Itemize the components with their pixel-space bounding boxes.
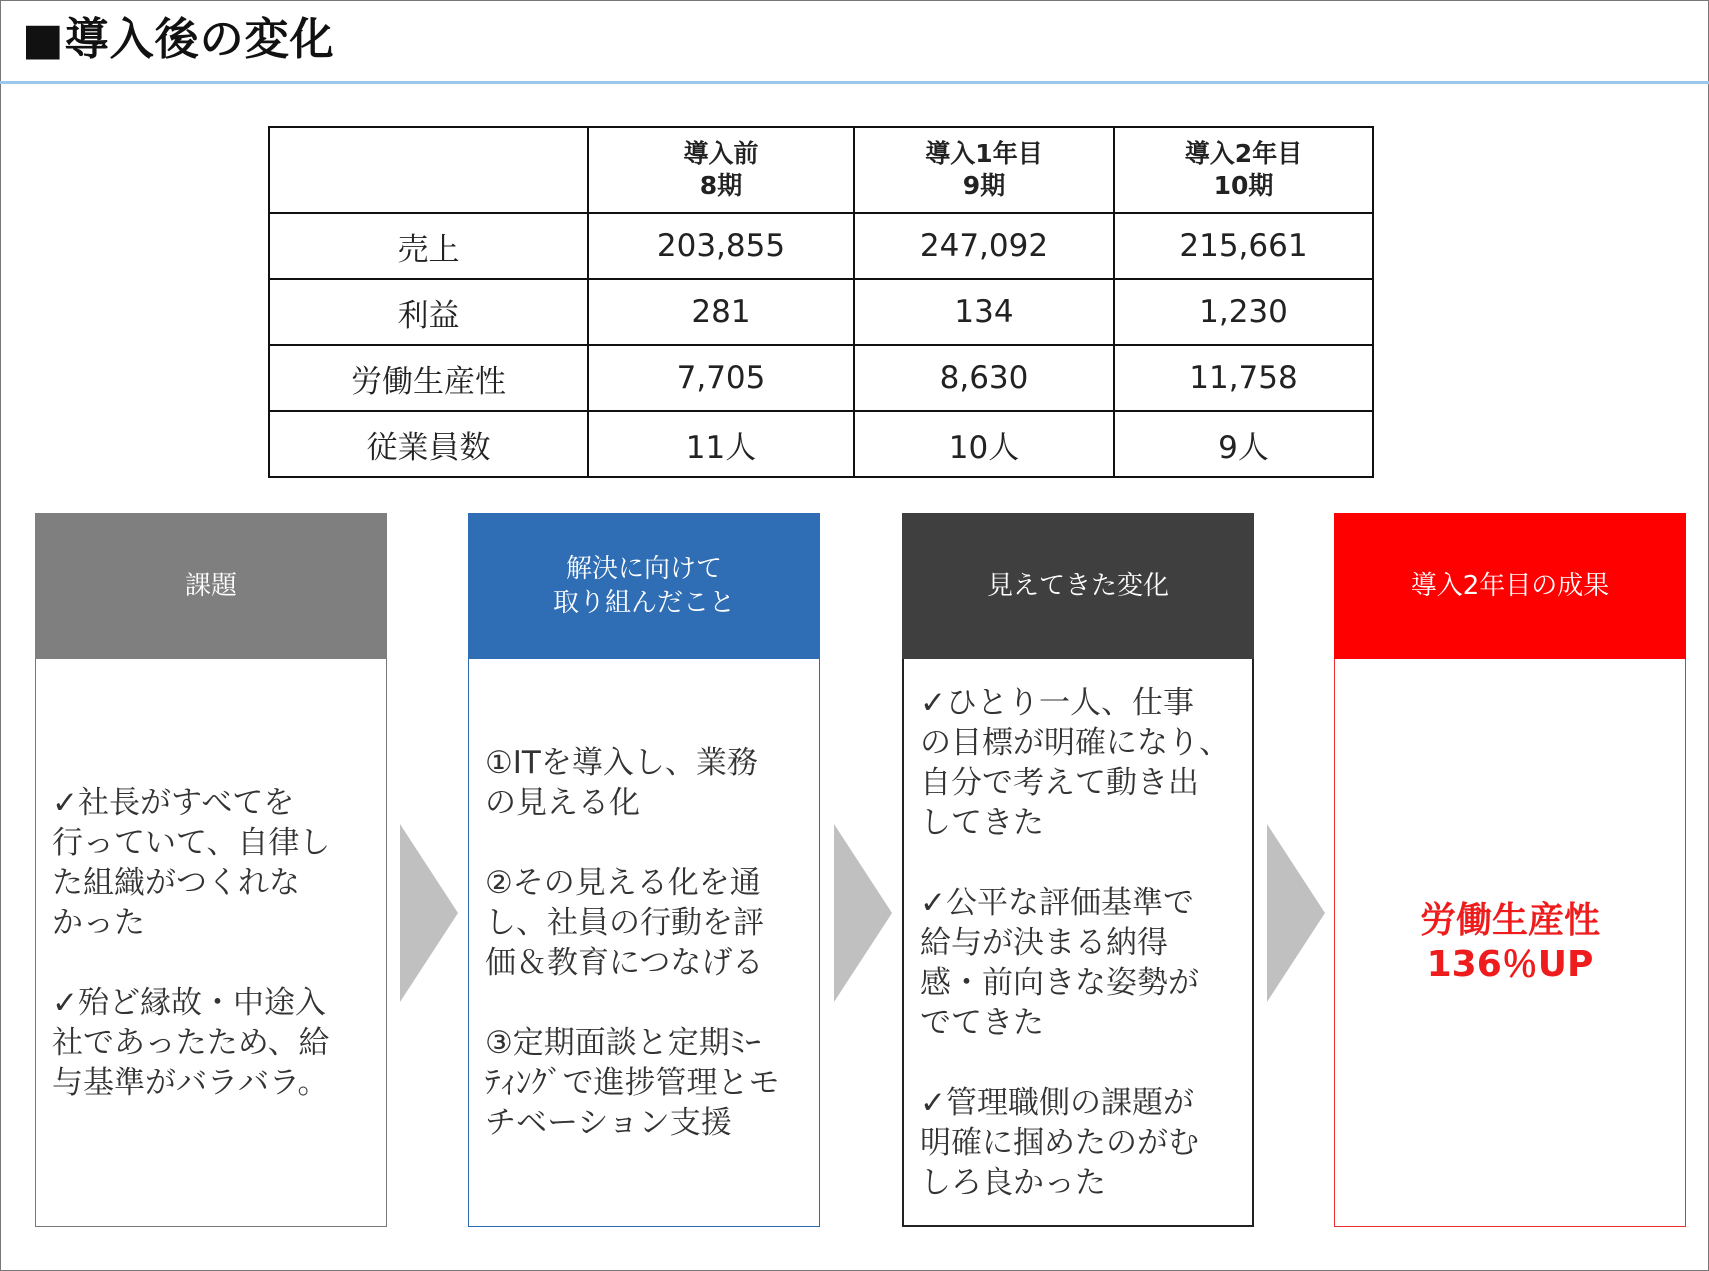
text-line: 感・前向きな姿勢が	[920, 964, 1199, 1001]
table-header-cell	[269, 127, 588, 213]
table-cell: 8,630	[854, 345, 1114, 411]
table-cell: 9人	[1114, 411, 1373, 477]
table-cell: 215,661	[1114, 213, 1373, 279]
table-row	[269, 213, 1373, 279]
change-body	[904, 660, 1252, 1225]
result-metric: 労働生産性	[1419, 899, 1600, 941]
table-cell: 10人	[854, 411, 1114, 477]
issue-header-text: 課題	[184, 571, 237, 601]
table-header-row	[269, 127, 1373, 213]
change-header-text: 見えてきた変化	[986, 571, 1169, 601]
table-header-cell	[588, 127, 854, 213]
text-line: ﾃｨﾝｸﾞで進捗管理とモ	[485, 1064, 780, 1101]
table-cell: 134	[854, 279, 1114, 345]
text-line: チベーション支援	[485, 1104, 732, 1141]
table-cell: 7,705	[588, 345, 854, 411]
text-line: し、社員の行動を評	[485, 904, 764, 941]
table-cell: 1,230	[1114, 279, 1373, 345]
header-label: 導入1年目	[925, 139, 1043, 168]
text-line: の見える化	[485, 784, 640, 821]
row-label: 従業員数	[269, 411, 588, 477]
change-item	[920, 1083, 1236, 1203]
text-line: してきた	[920, 804, 1044, 841]
text-line: しろ良かった	[920, 1164, 1106, 1201]
text-line: ③定期面談と定期ﾐｰ	[485, 1024, 761, 1061]
action-header	[468, 513, 820, 659]
header-label: 導入前	[683, 139, 759, 168]
text-line: でてきた	[920, 1004, 1044, 1041]
text-line: ✓公平な評価基準で	[920, 884, 1194, 921]
text-line: かった	[52, 904, 145, 941]
result-body	[1335, 659, 1685, 1226]
change-header	[902, 513, 1254, 659]
change-item	[920, 683, 1236, 843]
text-line: 自分で考えて動き出	[920, 764, 1199, 801]
result-highlight	[1351, 899, 1669, 987]
text-line: ②その見える化を通	[485, 864, 761, 901]
chevron-right-icon	[1267, 824, 1325, 1002]
table-cell: 11人	[588, 411, 854, 477]
chevron-right-icon	[834, 824, 892, 1002]
text-line: ①ITを導入し、業務	[485, 744, 758, 781]
performance-table	[268, 126, 1374, 478]
chevron-right-icon	[400, 824, 458, 1002]
row-label: 売上	[269, 213, 588, 279]
action-item	[485, 1023, 803, 1143]
issue-header	[35, 513, 387, 659]
issue-body	[36, 659, 386, 1226]
table-header-cell	[854, 127, 1114, 213]
header-sublabel: 10期	[1213, 171, 1274, 200]
header-sublabel: 9期	[962, 171, 1006, 200]
result-value: 136％UP	[1426, 943, 1594, 985]
table-row	[269, 411, 1373, 477]
page-title: ■導入後の変化	[22, 14, 335, 65]
header-label: 導入2年目	[1184, 139, 1303, 168]
table-cell: 203,855	[588, 213, 854, 279]
text-line: ✓ひとり一人、仕事	[920, 684, 1194, 721]
change-item	[920, 883, 1236, 1043]
issue-column	[35, 513, 387, 1227]
table-header-cell	[1114, 127, 1373, 213]
text-line: 価＆教育につなげる	[485, 944, 764, 981]
action-column	[468, 513, 820, 1227]
header-sublabel: 8期	[699, 171, 743, 200]
action-item	[485, 743, 803, 823]
result-header	[1334, 513, 1686, 659]
text-line: の目標が明確になり、	[920, 724, 1230, 761]
table-row	[269, 279, 1373, 345]
text-line: 社であったため、給	[52, 1024, 330, 1061]
text-line: 給与が決まる納得	[920, 924, 1168, 961]
issue-item	[52, 983, 370, 1103]
title-divider	[0, 81, 1709, 84]
text-line: 行っていて、自律し	[52, 824, 331, 861]
text-line: た組織がつくれな	[52, 864, 300, 901]
table-cell: 247,092	[854, 213, 1114, 279]
row-label: 労働生産性	[269, 345, 588, 411]
text-line: 与基準がバラバラ。	[52, 1064, 329, 1101]
table-cell: 11,758	[1114, 345, 1373, 411]
text-line: 明確に掴めたのがむ	[920, 1124, 1199, 1161]
issue-item	[52, 783, 370, 943]
action-header-text: 取り組んだこと	[552, 588, 735, 618]
action-item	[485, 863, 803, 983]
text-line: ✓殆ど縁故・中途入	[52, 984, 326, 1021]
table-row	[269, 345, 1373, 411]
text-line: ✓管理職側の課題が	[920, 1084, 1194, 1121]
change-column	[902, 513, 1254, 1227]
table-cell: 281	[588, 279, 854, 345]
row-label: 利益	[269, 279, 588, 345]
text-line: ✓社長がすべてを	[52, 784, 295, 821]
result-column	[1334, 513, 1686, 1227]
result-header-text: 導入2年目の成果	[1410, 571, 1610, 601]
action-header-text: 解決に向けて	[565, 554, 722, 584]
action-body	[469, 659, 819, 1226]
